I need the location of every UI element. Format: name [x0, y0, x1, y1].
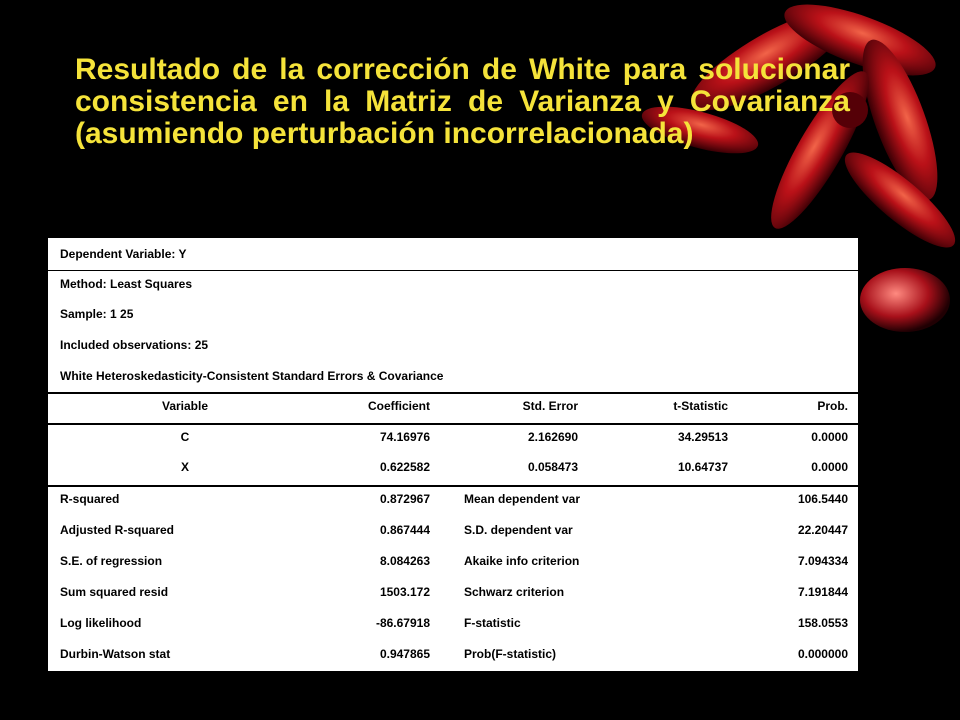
stats-row — [48, 489, 858, 509]
table-cell: 34.29513 — [677, 430, 728, 444]
stat-label: Adjusted R-squared — [60, 523, 175, 537]
stat-value: 7.191844 — [797, 585, 848, 599]
table-row — [48, 427, 858, 447]
dependent-variable-text: Dependent Variable: Y — [60, 247, 187, 261]
stat-value: 8.084263 — [379, 554, 430, 568]
stat-label: Mean dependent var — [464, 492, 581, 506]
column-header: Variable — [161, 399, 209, 413]
column-header: Coefficient — [367, 399, 430, 413]
stats-row — [48, 613, 858, 633]
table-cell: 0.0000 — [811, 460, 848, 474]
table-cell: 0.622582 — [379, 460, 430, 474]
divider — [48, 270, 858, 271]
stats-row — [48, 520, 858, 540]
observations-text: Included observations: 25 — [60, 338, 209, 352]
header-method — [48, 274, 858, 294]
regression-output-panel — [48, 238, 858, 671]
stat-value: 106.5440 — [797, 492, 848, 506]
table-cell: C — [180, 430, 190, 444]
white-text: White Heteroskedasticity-Consistent Standard Errors & Covariance — [60, 369, 444, 383]
stat-label: Durbin-Watson stat — [60, 647, 171, 661]
divider — [48, 485, 858, 487]
stats-row — [48, 644, 858, 664]
stat-label: Sum squared resid — [60, 585, 169, 599]
table-header-row — [48, 396, 858, 416]
divider — [48, 423, 858, 425]
stat-label: S.D. dependent var — [464, 523, 573, 537]
table-cell: X — [180, 460, 189, 474]
stat-value: 0.000000 — [797, 647, 848, 661]
stat-value: 0.867444 — [379, 523, 430, 537]
table-cell: 0.0000 — [811, 430, 848, 444]
stat-label: Prob(F-statistic) — [464, 647, 557, 661]
stat-value: -86.67918 — [375, 616, 430, 630]
stat-value: 22.20447 — [797, 523, 848, 537]
table-cell: 2.162690 — [527, 430, 578, 444]
stat-value: 0.872967 — [379, 492, 430, 506]
stats-row — [48, 551, 858, 571]
divider — [48, 392, 858, 394]
stats-row — [48, 582, 858, 602]
header-white — [48, 366, 858, 386]
table-cell: 0.058473 — [527, 460, 578, 474]
stat-label: R-squared — [60, 492, 120, 506]
stat-label: Akaike info criterion — [464, 554, 580, 568]
stat-label: Schwarz criterion — [464, 585, 565, 599]
stat-value: 1503.172 — [379, 585, 430, 599]
column-header: Std. Error — [522, 399, 578, 413]
header-dependent-variable — [48, 244, 858, 264]
header-observations — [48, 335, 858, 355]
petal-right-edge — [860, 268, 950, 332]
stat-label: Log likelihood — [60, 616, 142, 630]
stat-value: 158.0553 — [797, 616, 848, 630]
header-sample — [48, 304, 858, 324]
table-cell: 74.16976 — [379, 430, 430, 444]
sample-text: Sample: 1 25 — [60, 307, 134, 321]
table-row — [48, 457, 858, 477]
column-header: Prob. — [817, 399, 848, 413]
method-text: Method: Least Squares — [60, 277, 193, 291]
stat-value: 7.094334 — [797, 554, 848, 568]
slide-title: Resultado de la corrección de White para solucionar consistencia en la Matriz de Varianza y Covarianza (asumiendo perturbación incorrelacionada) — [75, 53, 850, 150]
stat-label: S.E. of regression — [60, 554, 163, 568]
table-cell: 10.64737 — [677, 460, 728, 474]
column-header: t-Statistic — [673, 399, 728, 413]
stat-label: F-statistic — [464, 616, 521, 630]
stat-value: 0.947865 — [379, 647, 430, 661]
